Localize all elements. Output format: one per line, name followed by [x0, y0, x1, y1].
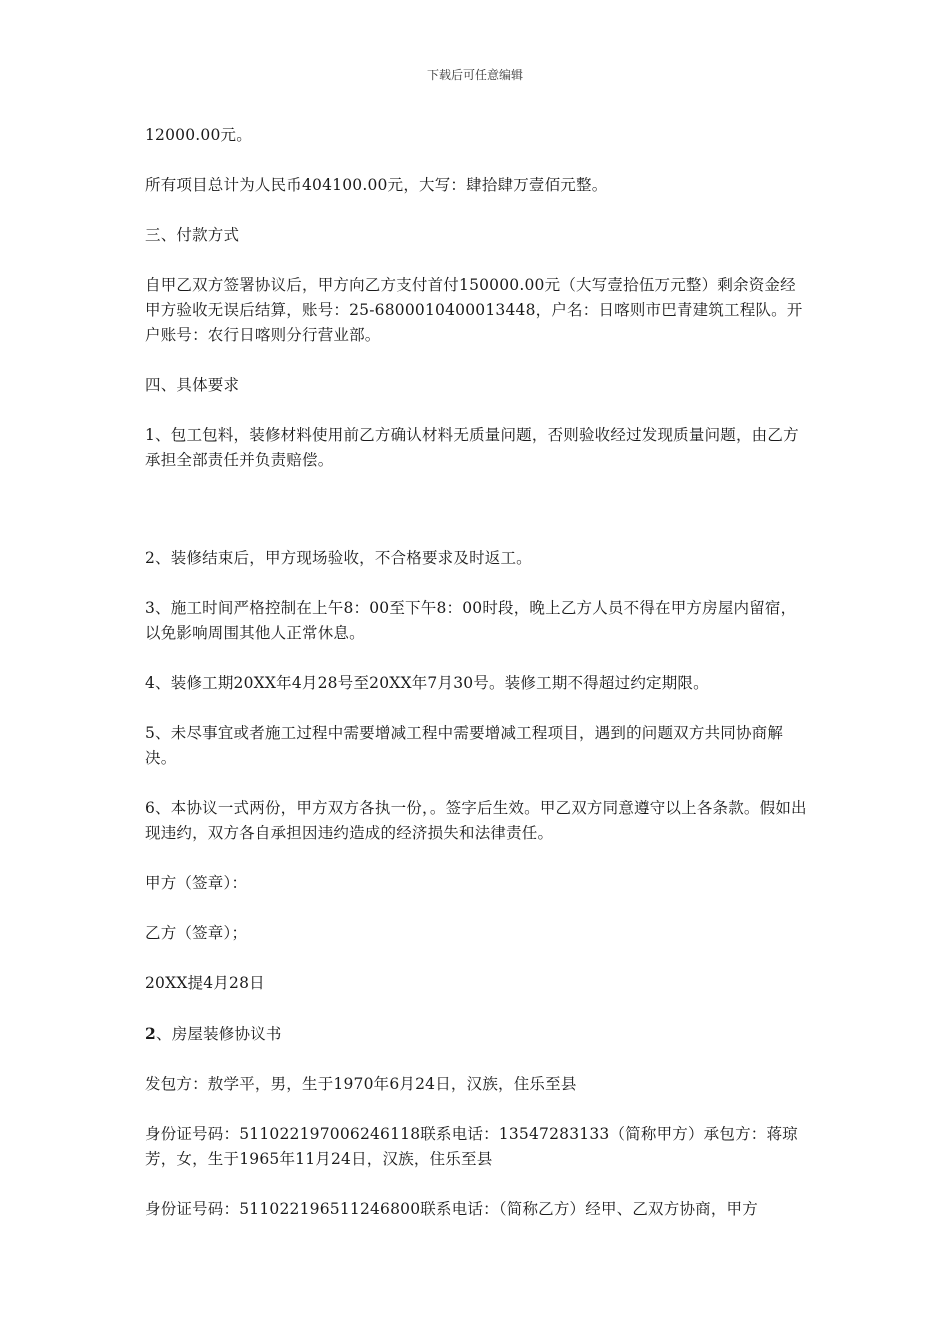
paragraph: 4、装修工期20XX年4月28号至20XX年7月30号。装修工期不得超过约定期限。 — [145, 674, 709, 692]
paragraph: 所有项目总计为人民币404100.00元，大写：肆拾肆万壹佰元整。 — [145, 176, 608, 194]
signature-party-b: 乙方（签章）； — [145, 924, 248, 942]
document-body — [145, 123, 810, 1247]
signature-date: 20XX提4月28日 — [145, 974, 265, 992]
paragraph: 1、包工包料，装修材料使用前乙方确认材料无质量问题，否则验收经过发现质量问题，由乙方承担全部责任并负责赔偿。 — [145, 426, 799, 469]
section-heading: 三、付款方式 — [145, 226, 240, 244]
blank-gap — [145, 498, 810, 546]
paragraph: 12000.00元。 — [145, 126, 252, 144]
paragraph: 发包方：敖学平，男，生于1970年6月24日，汉族，住乐至县 — [145, 1075, 577, 1093]
paragraph: 自甲乙双方签署协议后，甲方向乙方支付首付150000.00元（大写壹拾伍万元整）剩余资金经甲方验收无误后结算，账号：25-6800010400013448，户名：日喀则市巴青建筑工程队。开户账号：农行日喀则分行营业部。 — [145, 276, 803, 344]
paragraph: 5、未尽事宜或者施工过程中需要增减工程中需要增减工程项目，遇到的问题双方共同协商解决。 — [145, 724, 784, 767]
paragraph: 身份证号码：511022196511246800联系电话：（简称乙方）经甲、乙双方协商，甲方 — [145, 1200, 758, 1218]
paragraph: 6、本协议一式两份，甲方双方各执一份，。签字后生效。甲乙双方同意遵守以上各条款。假如出现违约，双方各自承担因违约造成的经济损失和法律责任。 — [145, 799, 807, 842]
signature-party-a: 甲方（签章）： — [145, 874, 248, 892]
section-number: 2 — [145, 1024, 156, 1043]
paragraph: 身份证号码：511022197006246118联系电话：13547283133（简称甲方）承包方：蒋琼芳，女，生于1965年11月24日，汉族，住乐至县 — [145, 1125, 798, 1168]
paragraph: 2、装修结束后，甲方现场验收，不合格要求及时返工。 — [145, 549, 532, 567]
paragraph: 3、施工时间严格控制在上午8：00至下午8：00时段，晚上乙方人员不得在甲方房屋内留宿，以免影响周围其他人正常休息。 — [145, 599, 797, 642]
section-heading: 四、具体要求 — [145, 376, 240, 394]
header-note: 下载后可任意编辑 — [426, 68, 523, 82]
section-title — [145, 1021, 810, 1047]
section-title-text: 、房屋装修协议书 — [156, 1025, 282, 1043]
